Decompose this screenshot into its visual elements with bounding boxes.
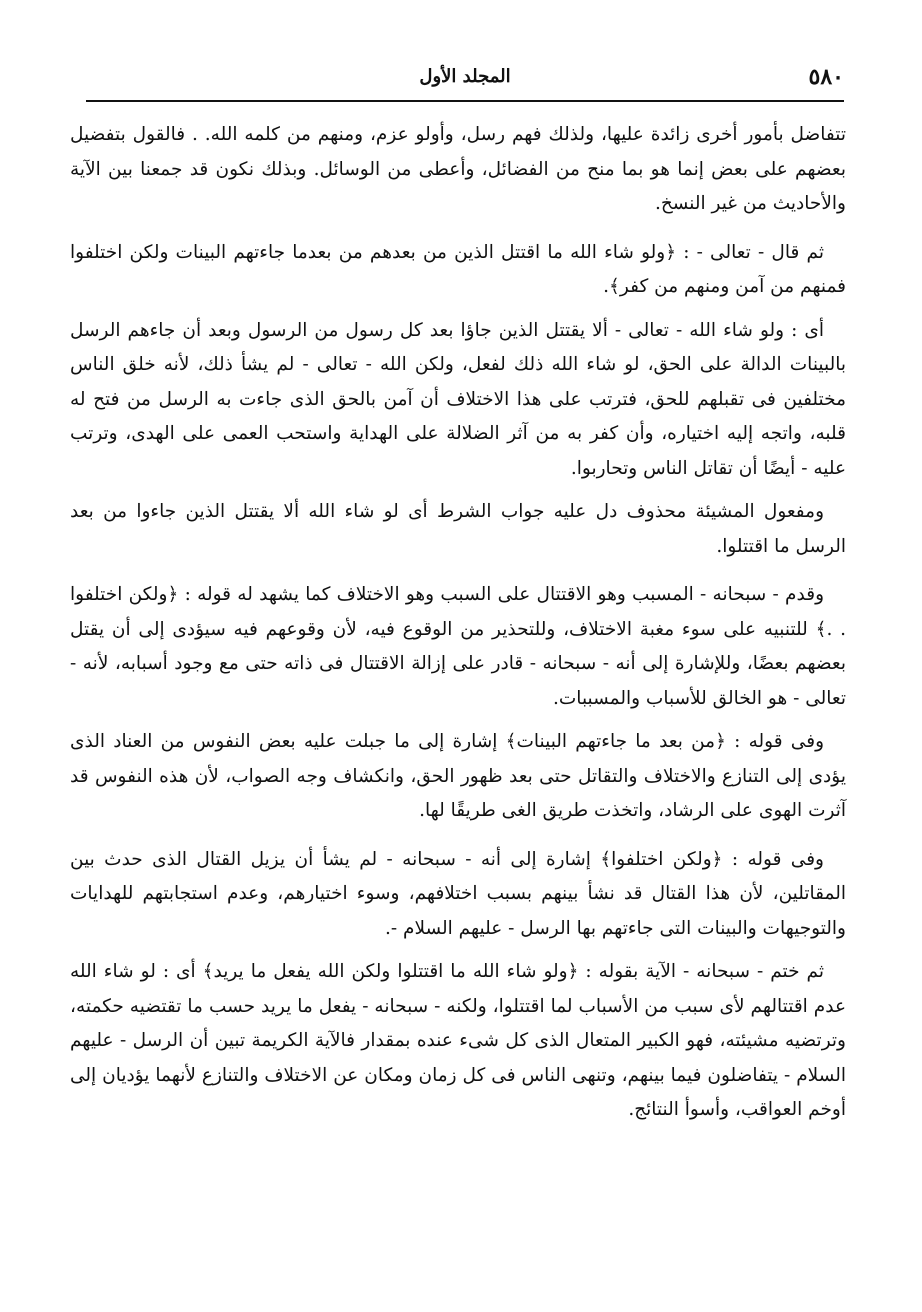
paragraph: تتفاضل بأمور أخرى زائدة عليها، ولذلك فهم رسل، وأولو عزم، ومنهم من كلمه الله. . فالقول بتفضيل بعضهم على بعض إنما هو بما منح من الفضائل، وأعطى من الوسائل. وبذلك نكون قد جمعنا بين الآية والأحاديث من غير النسخ. bbox=[70, 124, 846, 214]
body-text bbox=[70, 118, 846, 1137]
page-header bbox=[86, 60, 844, 100]
paragraph: ومفعول المشيئة محذوف دل عليه جواب الشرط أى لو شاء الله ألا يقتتل الذين جاءوا من بعد الرسل ما اقتتلوا. bbox=[70, 501, 846, 557]
paragraph: أى : ولو شاء الله - تعالى - ألا يقتتل الذين جاؤا بعد كل رسول من الرسول وبعد أن جاءهم الرسل بالبينات الدالة على الحق، لو شاء الله ذلك لفعل، ولكن الله - تعالى - لم يشأ ذلك، لأنه خلق الناس مختلفين فى تقبلهم للحق، فترتب على هذا الاختلاف أن آمن بالحق الذى جاءت به الرسل من فتح له قلبه، واتجه إليه اختياره، وأن كفر به من آثر الضلالة على الهداية واستحب العمى على الهدى، وترتب عليه - أيضًا أن تقاتل الناس وتحاربوا. bbox=[70, 319, 846, 479]
running-title: المجلد الأول bbox=[419, 66, 511, 87]
paragraph: ثم قال - تعالى - : ﴿ولو شاء الله ما اقتتل الذين من بعدهم من بعدما جاءتهم البينات ولكن اختلفوا فمنهم من آمن ومنهم من كفر﴾. bbox=[70, 241, 846, 297]
paragraph: ثم ختم - سبحانه - الآية بقوله : ﴿ولو شاء الله ما اقتتلوا ولكن الله يفعل ما يريد﴾ أى : لو شاء الله عدم اقتتالهم لأى سبب من الأسباب لما اقتتلوا، ولكنه - سبحانه - يفعل ما يريد حسب ما تقتضيه حكمته، وترتضيه مشيئته، فهو الكبير المتعال الذى كل شىء عنده بمقدار فالآية الكريمة تبين أن الرسل - عليهم السلام - يتفاضلون فيما بينهم، وتنهى الناس فى كل زمان ومكان عن الاختلاف والتنازع لأنهما يؤديان إلى أوخم العواقب، وأسوأ النتائج. bbox=[70, 961, 846, 1120]
paragraph: وفى قوله : ﴿من بعد ما جاءتهم البينات﴾ إشارة إلى ما جبلت عليه بعض النفوس من العناد الذى يؤدى إلى التنازع والاختلاف والتقاتل حتى بعد ظهور الحق، وانكشاف وجه الصواب، لأن هذه النفوس قد آثرت الهوى على الرشاد، واتخذت طريق الغى طريقًا لها. bbox=[70, 731, 846, 821]
header-rule bbox=[86, 100, 844, 102]
paragraph: وفى قوله : ﴿ولكن اختلفوا﴾ إشارة إلى أنه - سبحانه - لم يشأ أن يزيل القتال الذى حدث بين المقاتلين، لأن هذا القتال قد نشأ بينهم بسبب اختلافهم، وسوء اختيارهم، وعدم استجابتهم للهدايات والتوجيهات والبينات التى جاءتهم بها الرسل - عليهم السلام -. bbox=[70, 848, 846, 939]
page-number: ٥٨٠ bbox=[808, 64, 844, 90]
paragraph: وقدم - سبحانه - المسبب وهو الاقتتال على السبب وهو الاختلاف كما يشهد له قوله : ﴿ولكن اختلفوا . .﴾ للتنبيه على سوء مغبة الاختلاف، وللتحذير من الوقوع فيه، لأن وقوعهم فيه سيؤدى إلى أن يقتل بعضهم بعضًا، وللإشارة إلى أنه - سبحانه - قادر على إزالة الاقتتال فى ذاته حتى مع وجود أسبابه، لأنه - تعالى - هو الخالق للأسباب والمسببات. bbox=[70, 584, 846, 709]
